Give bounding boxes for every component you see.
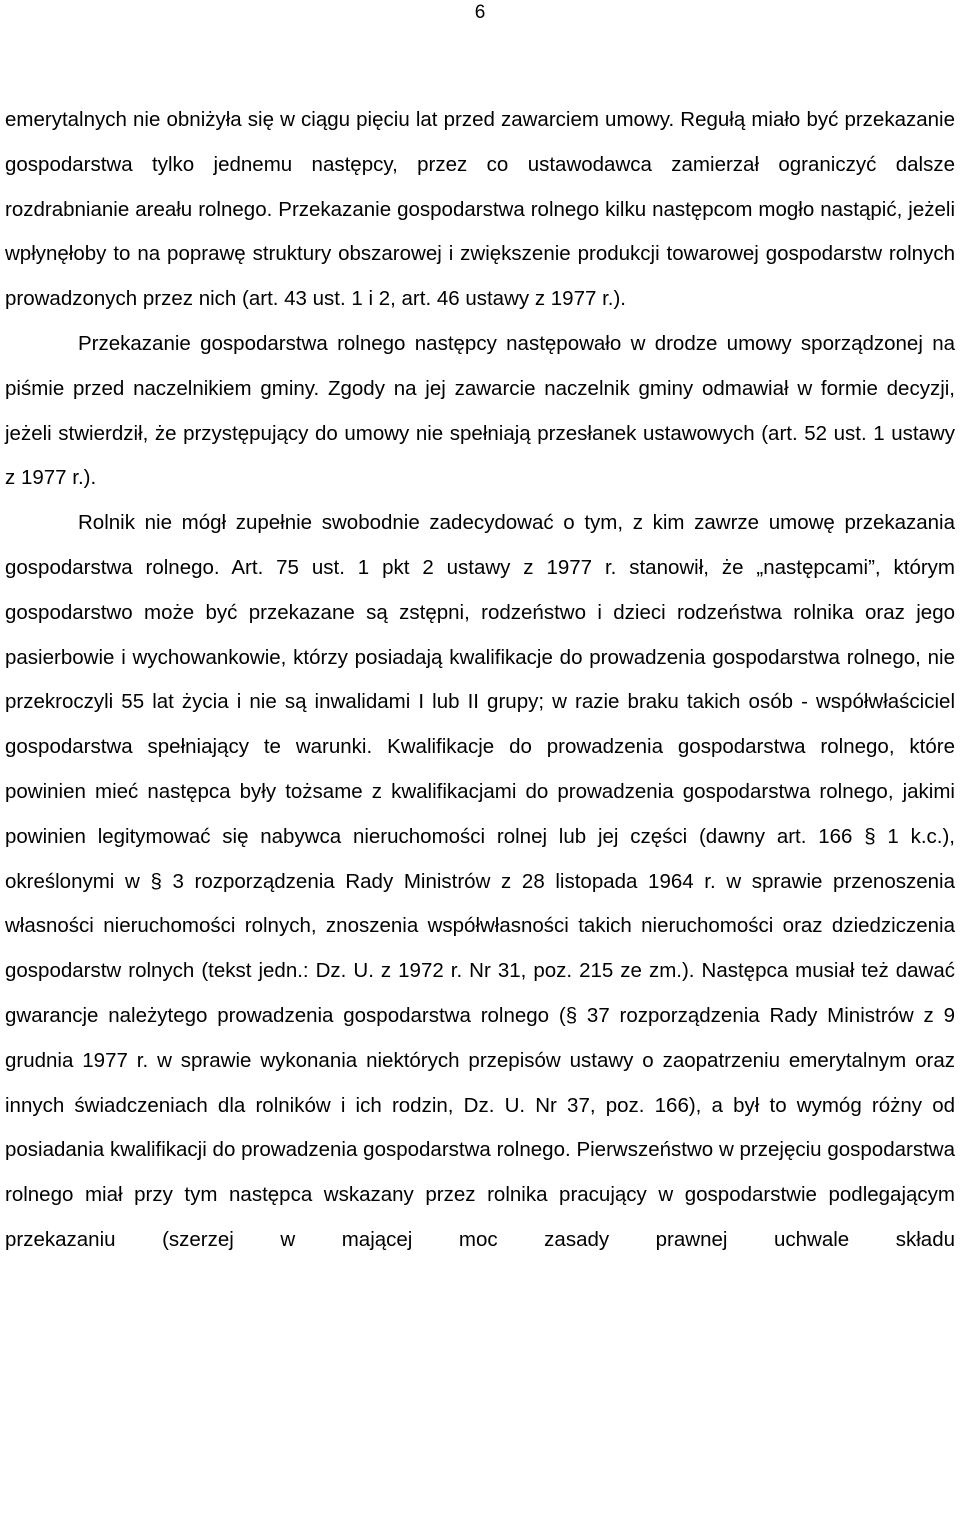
page-number: 6 (474, 2, 486, 23)
document-body (5, 98, 955, 1263)
paragraph-continuation: emerytalnych nie obniżyła się w ciągu pięciu lat przed zawarciem umowy. Regułą miało być przekazanie gospodarstwa tylko jednemu następcy, przez co ustawodawca zamierzał ograniczyć dalsze rozdrabnianie areału rolnego. Przekazanie gospodarstwa rolnego kilku następcom mogło nastąpić, jeżeli wpłynęłoby to na poprawę struktury obszarowej i zwiększenie produkcji towarowej gospodarstw rolnych prowadzonych przez nich (art. 43 ust. 1 i 2, art. 46 ustawy z 1977 r.). (5, 108, 955, 311)
paragraph-agreement-form: Przekazanie gospodarstwa rolnego następcy następowało w drodze umowy sporządzonej na piśmie przed naczelnikiem gminy. Zgody na jej zawarcie naczelnik gminy odmawiał w formie decyzji, jeżeli stwierdził, że przystępujący do umowy nie spełniają przesłanek ustawowych (art. 52 ust. 1 ustawy z 1977 r.). (5, 331, 955, 490)
paragraph-successor-choice: Rolnik nie mógł zupełnie swobodnie zadecydować o tym, z kim zawrze umowę przekazania gospodarstwa rolnego. Art. 75 ust. 1 pkt 2 ustawy z 1977 r. stanowił, że „następcami”, którym gospodarstwo może być przekazane są zstępni, rodzeństwo i dzieci rodzeństwa rolnika oraz jego pasierbowie i wychowankowie, którzy posiadają kwalifikacje do prowadzenia gospodarstwa rolnego, nie przekroczyli 55 lat życia i nie są inwalidami I lub II grupy; w razie braku takich osób - współwłaściciel gospodarstwa spełniający te warunki. Kwalifikacje do prowadzenia gospodarstwa rolnego, które powinien mieć następca były tożsame z kwalifikacjami do prowadzenia gospodarstwa rolnego, jakimi powinien legitymować się nabywca nieruchomości rolnej lub jej części (dawny art. 166 § 1 k.c.), określonymi w § 3 rozporządzenia Rady Ministrów z 28 listopada 1964 r. w sprawie przenoszenia własności nieruchomości rolnych, znoszenia współwłasności takich nieruchomości oraz dziedziczenia gospodarstw rolnych (tekst jedn.: Dz. U. z 1972 r. Nr 31, poz. 215 ze zm.). Następca musiał też dawać gwarancje należytego prowadzenia gospodarstwa rolnego (§ 37 rozporządzenia Rady Ministrów z 9 grudnia 1977 r. w sprawie wykonania niektórych przepisów ustawy o zaopatrzeniu emerytalnym oraz innych świadczeniach dla rolników i ich rodzin, Dz. U. Nr 37, poz. 166), a był to wymóg różny od posiadania kwalifikacji do prowadzenia gospodarstwa rolnego. Pierwszeństwo w przejęciu gospodarstwa rolnego miał przy tym następca wskazany przez rolnika pracujący w gospodarstwie podlegającym przekazaniu (szerzej w mającej moc zasady prawnej uchwale składu (5, 511, 955, 1251)
